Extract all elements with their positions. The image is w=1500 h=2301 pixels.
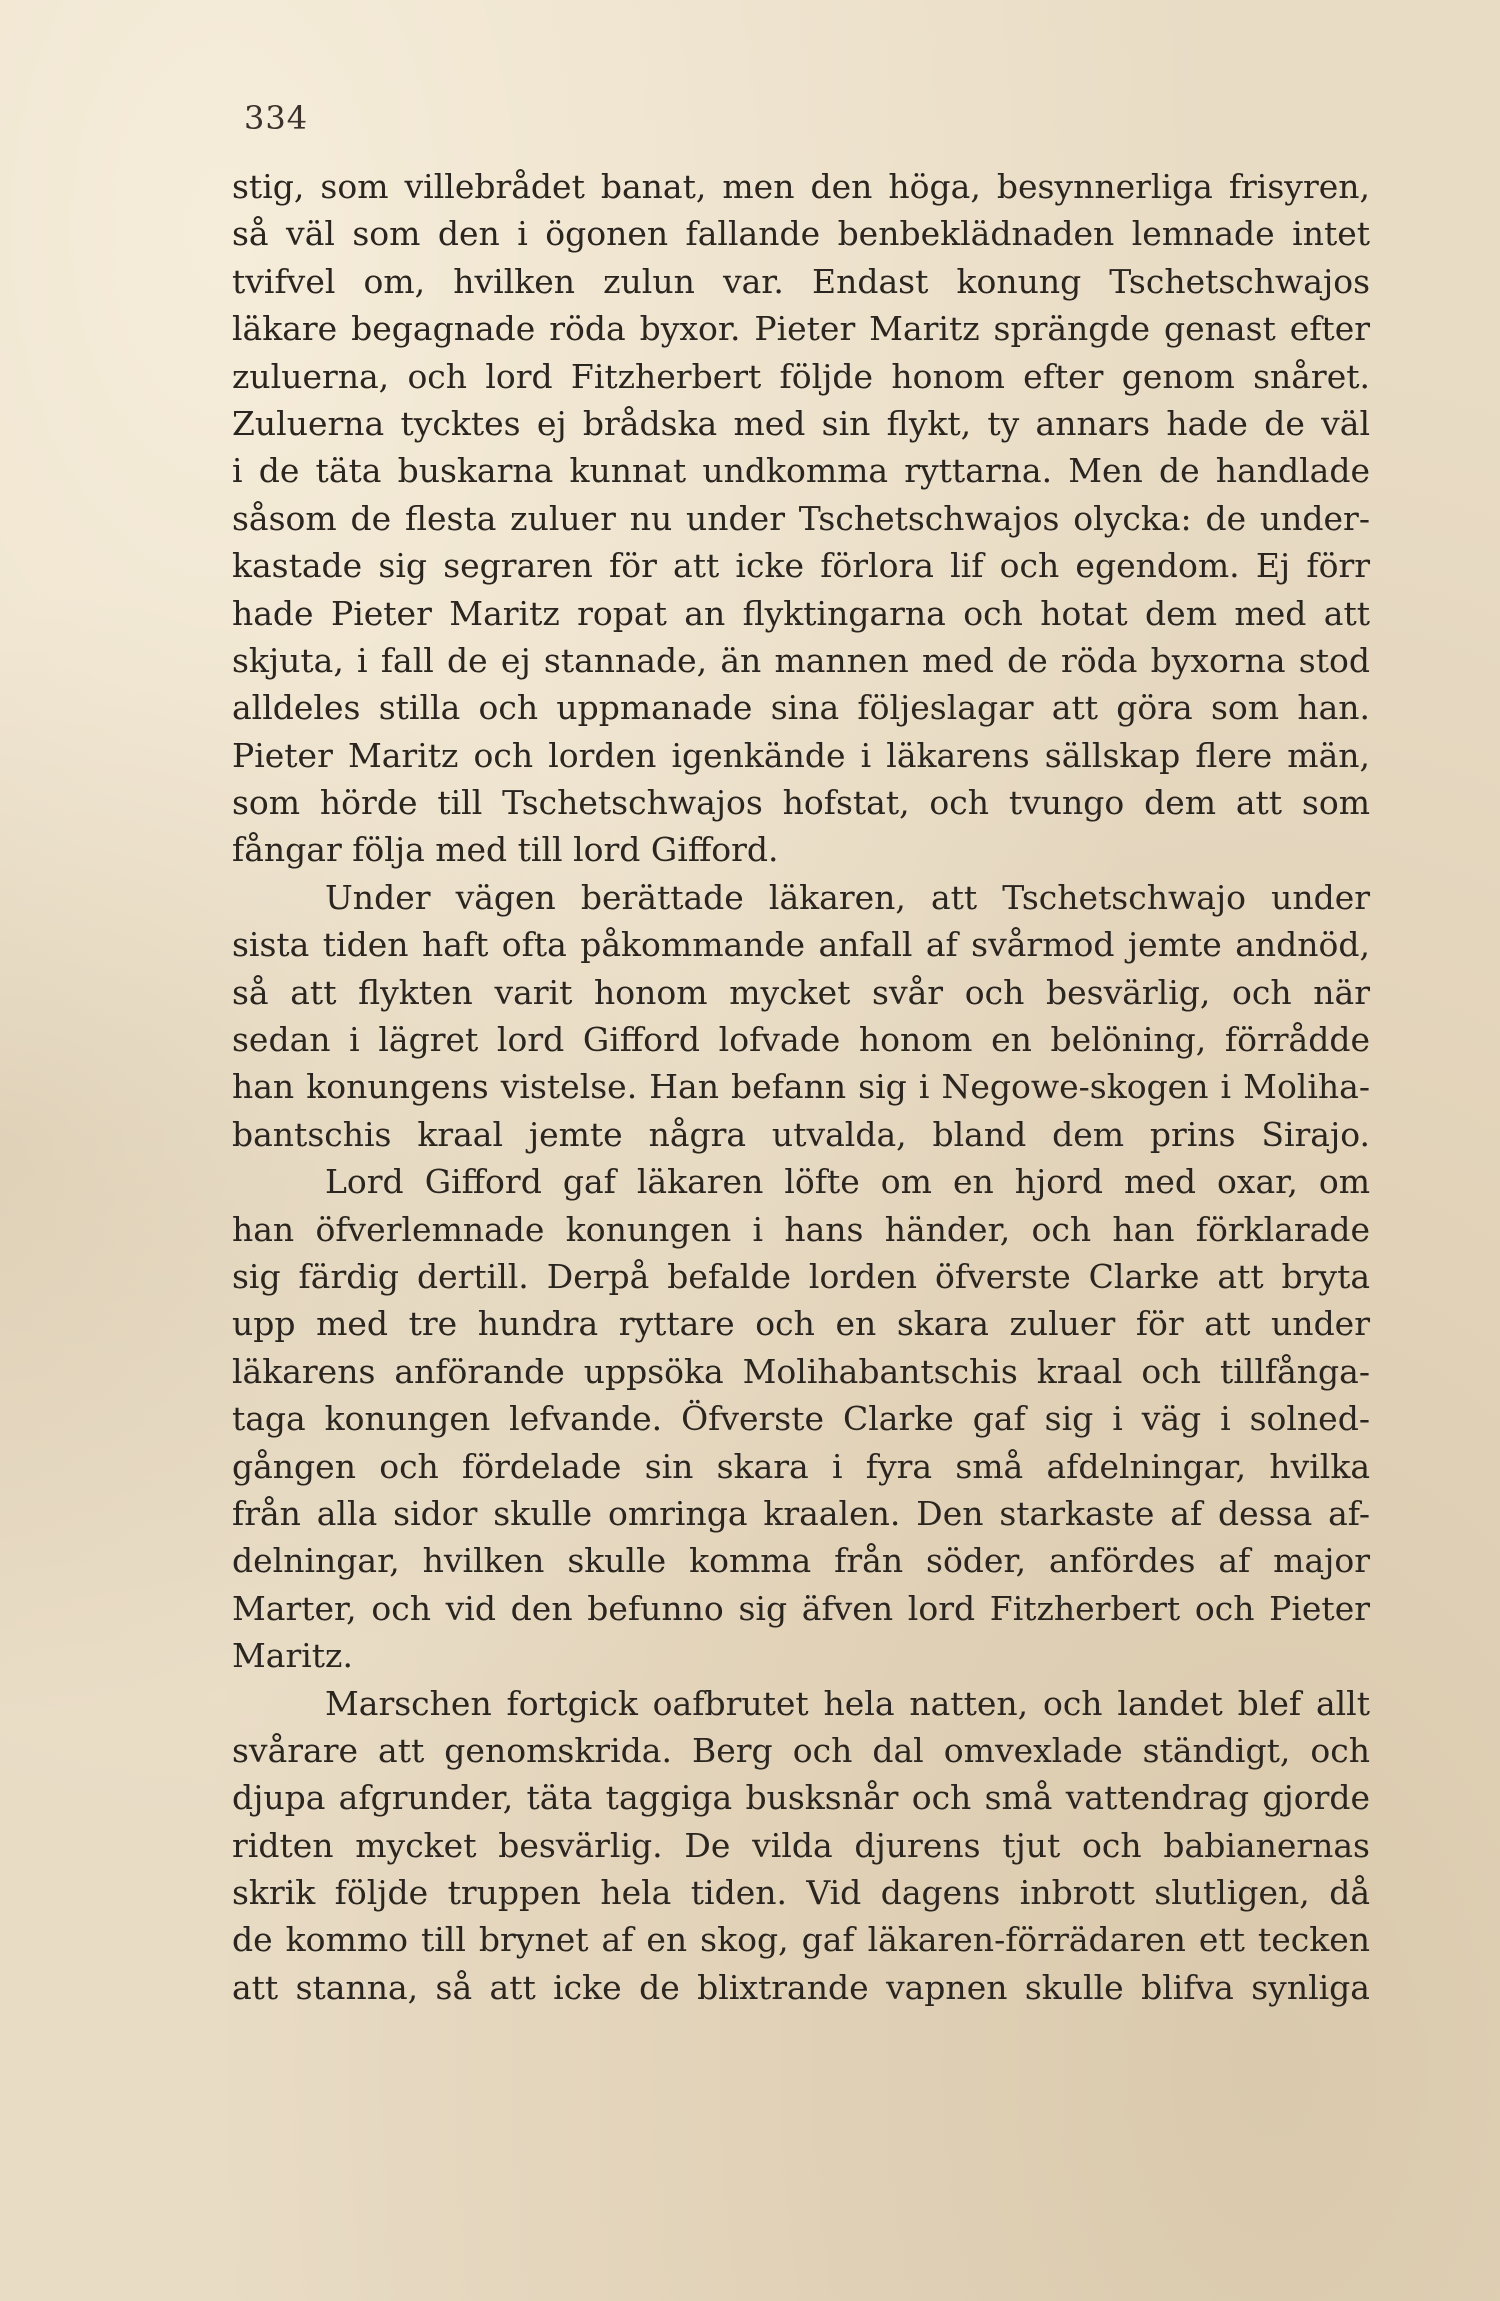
text-line: hade Pieter Maritz ropat an flyktingarna och hotat dem med att [232, 593, 1370, 633]
text-line: kastade sig segraren för att icke förlora lif och egendom. Ej förr [232, 546, 1370, 586]
text-line: han öfverlemnade konungen i hans händer, och han förklarade [232, 1209, 1370, 1249]
text-line: tvifvel om, hvilken zulun var. Endast konung Tschetschwajos [232, 261, 1370, 301]
text-line: Under vägen berättade läkaren, att Tschetschwajo under [325, 877, 1370, 917]
page-number: 334 [244, 99, 309, 137]
text-line: Zuluerna tycktes ej brådska med sin flykt, ty annars hade de väl [232, 403, 1370, 443]
text-line: svårare att genomskrida. Berg och dal omvexlade ständigt, och [232, 1730, 1370, 1770]
text-line: Marter, och vid den befunno sig äfven lord Fitzherbert och Pieter [232, 1588, 1370, 1628]
text-line: skrik följde truppen hela tiden. Vid dagens inbrott slutligen, då [232, 1873, 1370, 1913]
text-line: Maritz. [232, 1636, 353, 1676]
body-text [232, 163, 1370, 2011]
text-line: läkare begagnade röda byxor. Pieter Maritz sprängde genast efter [232, 309, 1370, 349]
text-line: de kommo till brynet af en skog, gaf läkaren-förrädaren ett tecken [232, 1920, 1370, 1960]
text-line: bantschis kraal jemte några utvalda, bland dem prins Sirajo. [232, 1114, 1370, 1154]
text-line: läkarens anförande uppsöka Molihabantschis kraal och tillfånga- [232, 1351, 1370, 1391]
text-line: han konungens vistelse. Han befann sig i Negowe-skogen i Moliha- [232, 1067, 1370, 1107]
text-line: Lord Gifford gaf läkaren löfte om en hjord med oxar, om [325, 1162, 1370, 1202]
text-line: gången och fördelade sin skara i fyra små afdelningar, hvilka [232, 1446, 1370, 1486]
text-line: Marschen fortgick oafbrutet hela natten, och landet blef allt [325, 1683, 1370, 1723]
text-line: zuluerna, och lord Fitzherbert följde honom efter genom snåret. [232, 356, 1370, 396]
text-line: taga konungen lefvande. Öfverste Clarke gaf sig i väg i solned- [232, 1399, 1370, 1439]
text-line: sista tiden haft ofta påkommande anfall af svårmod jemte andnöd, [232, 925, 1370, 965]
text-line: upp med tre hundra ryttare och en skara zuluer för att under [232, 1304, 1370, 1344]
text-line: Pieter Maritz och lorden igenkände i läkarens sällskap flere män, [232, 735, 1370, 775]
text-line: sig färdig dertill. Derpå befalde lorden öfverste Clarke att bryta [232, 1256, 1370, 1296]
text-line: i de täta buskarna kunnat undkomma ryttarna. Men de handlade [232, 451, 1370, 491]
text-line: som hörde till Tschetschwajos hofstat, och tvungo dem att som [232, 783, 1370, 823]
text-line: såsom de flesta zuluer nu under Tschetschwajos olycka: de under- [232, 498, 1370, 538]
text-line: djupa afgrunder, täta taggiga busksnår och små vattendrag gjorde [232, 1778, 1370, 1818]
text-line: stig, som villebrådet banat, men den höga, besynnerliga frisyren, [232, 167, 1370, 206]
text-line: sedan i lägret lord Gifford lofvade honom en belöning, förrådde [232, 1020, 1370, 1060]
text-line: så väl som den i ögonen fallande benbeklädnaden lemnade intet [232, 214, 1370, 254]
text-line: skjuta, i fall de ej stannade, än mannen med de röda byxorna stod [232, 640, 1370, 680]
text-line: fångar följa med till lord Gifford. [232, 830, 779, 870]
text-line: så att flykten varit honom mycket svår och besvärlig, och när [232, 972, 1370, 1012]
text-line: ridten mycket besvärlig. De vilda djurens tjut och babianernas [232, 1825, 1370, 1865]
text-line: delningar, hvilken skulle komma från söder, anfördes af major [232, 1541, 1370, 1581]
text-line: från alla sidor skulle omringa kraalen. Den starkaste af dessa af- [232, 1493, 1370, 1533]
text-line: att stanna, så att icke de blixtrande vapnen skulle blifva synliga [232, 1967, 1370, 2007]
text-line: alldeles stilla och uppmanade sina följeslagar att göra som han. [232, 688, 1370, 728]
